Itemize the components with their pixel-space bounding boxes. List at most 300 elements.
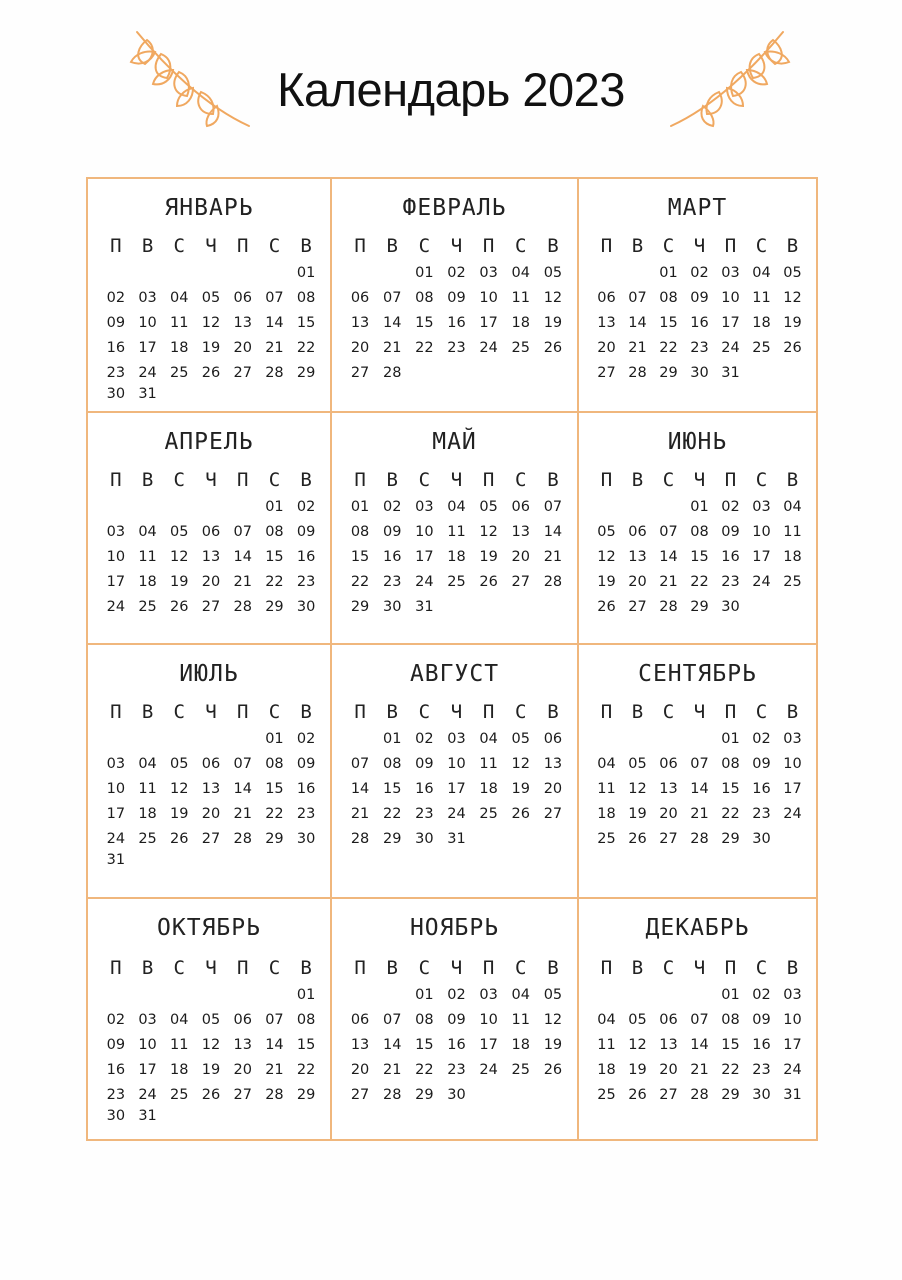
day-number: 26 xyxy=(543,340,563,356)
day-number: 04 xyxy=(138,756,157,772)
day-number: 04 xyxy=(511,265,530,281)
day-number: 04 xyxy=(447,499,466,515)
day-number: 11 xyxy=(597,1037,616,1053)
month-card xyxy=(86,177,332,413)
day-number: 29 xyxy=(296,1087,316,1103)
weekday-label: П xyxy=(724,235,737,257)
day-number: 02 xyxy=(415,731,434,747)
day-number: 13 xyxy=(233,1037,252,1053)
day-number: 18 xyxy=(170,340,189,356)
day-number: 05 xyxy=(170,756,189,772)
day-number: 24 xyxy=(752,574,771,590)
day-number: 17 xyxy=(752,549,771,565)
calendar-grid xyxy=(86,177,818,1141)
day-number: 25 xyxy=(447,574,466,590)
day-number: 10 xyxy=(479,290,498,306)
day-number: 05 xyxy=(628,1012,647,1028)
day-number: 21 xyxy=(543,549,563,565)
day-number: 01 xyxy=(415,987,434,1003)
day-number: 23 xyxy=(382,574,402,590)
weekday-label: С xyxy=(418,957,431,979)
day-number: 03 xyxy=(752,499,771,515)
day-number: 10 xyxy=(106,549,126,565)
day-number: 31 xyxy=(415,599,434,615)
day-number: 01 xyxy=(296,987,316,1003)
day-number: 24 xyxy=(106,831,126,847)
day-number: 11 xyxy=(479,756,498,772)
weekday-label: В xyxy=(547,235,559,257)
day-number: 14 xyxy=(233,549,252,565)
month-card xyxy=(86,897,332,1141)
day-number: 20 xyxy=(201,806,221,822)
day-number: 30 xyxy=(447,1087,466,1103)
day-number: 23 xyxy=(296,574,316,590)
day-number: 11 xyxy=(752,290,771,306)
day-number: 26 xyxy=(479,574,498,590)
weekday-label: В xyxy=(631,957,644,979)
weekday-label: В xyxy=(386,957,398,979)
day-number: 08 xyxy=(721,756,740,772)
weekday-label: В xyxy=(631,469,644,491)
day-number: 16 xyxy=(296,781,316,797)
day-number: 13 xyxy=(628,549,647,565)
day-number: 18 xyxy=(752,315,771,331)
weekday-label: В xyxy=(786,701,799,723)
day-number: 02 xyxy=(721,499,740,515)
day-number: 02 xyxy=(690,265,709,281)
day-number: 06 xyxy=(659,1012,678,1028)
weekday-label: Ч xyxy=(693,469,706,491)
day-number: 18 xyxy=(597,1062,616,1078)
day-number: 15 xyxy=(659,315,678,331)
weekday-label: Ч xyxy=(450,235,463,257)
day-number: 30 xyxy=(296,831,316,847)
weekday-label: В xyxy=(300,469,312,491)
day-number: 06 xyxy=(659,756,678,772)
day-number: 03 xyxy=(138,1012,157,1028)
day-number: 17 xyxy=(783,1037,802,1053)
day-number: 08 xyxy=(721,1012,740,1028)
day-number: 05 xyxy=(543,987,563,1003)
weekday-label: В xyxy=(300,957,312,979)
day-number: 16 xyxy=(752,1037,771,1053)
day-number: 22 xyxy=(415,340,434,356)
day-number: 30 xyxy=(106,1108,126,1124)
day-number: 26 xyxy=(597,599,616,615)
day-number: 24 xyxy=(479,340,498,356)
day-number: 30 xyxy=(721,599,740,615)
day-number: 07 xyxy=(382,1012,402,1028)
day-number: 23 xyxy=(690,340,709,356)
day-number: 29 xyxy=(721,831,740,847)
day-number: 01 xyxy=(265,731,284,747)
day-number: 01 xyxy=(350,499,370,515)
day-number: 26 xyxy=(201,365,221,381)
weekday-label: П xyxy=(110,701,122,723)
day-number: 14 xyxy=(628,315,647,331)
day-number: 21 xyxy=(690,806,709,822)
weekday-label: С xyxy=(173,469,185,491)
weekday-label: Ч xyxy=(693,957,706,979)
day-number: 12 xyxy=(543,290,563,306)
day-number: 07 xyxy=(543,499,563,515)
day-number: 09 xyxy=(106,1037,126,1053)
day-number: 15 xyxy=(265,549,284,565)
day-number: 15 xyxy=(296,1037,316,1053)
day-number: 15 xyxy=(350,549,370,565)
weekday-label: В xyxy=(386,469,398,491)
day-number: 25 xyxy=(479,806,498,822)
day-number: 10 xyxy=(415,524,434,540)
day-number: 27 xyxy=(201,599,221,615)
day-number: 03 xyxy=(721,265,740,281)
day-number: 29 xyxy=(265,831,284,847)
weekday-label: С xyxy=(418,701,431,723)
day-number: 23 xyxy=(296,806,316,822)
day-number: 26 xyxy=(628,831,647,847)
day-number: 24 xyxy=(721,340,740,356)
day-number: 16 xyxy=(447,315,466,331)
weekday-label: Ч xyxy=(693,701,706,723)
day-number: 29 xyxy=(382,831,402,847)
day-number: 25 xyxy=(138,599,157,615)
day-number: 26 xyxy=(543,1062,563,1078)
day-number: 16 xyxy=(106,1062,126,1078)
day-number: 14 xyxy=(382,1037,402,1053)
day-number: 21 xyxy=(382,1062,402,1078)
day-number: 03 xyxy=(479,987,498,1003)
weekday-label: С xyxy=(515,701,527,723)
day-number: 20 xyxy=(659,1062,678,1078)
day-number: 14 xyxy=(690,781,709,797)
day-number: 07 xyxy=(659,524,678,540)
day-number: 02 xyxy=(106,290,126,306)
month-name: АПРЕЛЬ xyxy=(164,429,254,455)
day-number: 17 xyxy=(138,1062,157,1078)
weekday-label: С xyxy=(418,469,431,491)
weekday-label: С xyxy=(418,235,431,257)
day-number: 17 xyxy=(415,549,434,565)
day-number: 20 xyxy=(543,781,563,797)
weekday-label: П xyxy=(354,469,366,491)
day-number: 24 xyxy=(138,365,157,381)
day-number: 29 xyxy=(296,365,316,381)
day-number: 15 xyxy=(296,315,316,331)
weekday-label: С xyxy=(662,235,675,257)
day-number: 08 xyxy=(296,1012,316,1028)
day-number: 09 xyxy=(721,524,740,540)
weekday-label: С xyxy=(662,957,675,979)
day-number: 07 xyxy=(265,1012,284,1028)
day-number: 03 xyxy=(783,987,802,1003)
day-number: 25 xyxy=(597,1087,616,1103)
day-number: 15 xyxy=(415,315,434,331)
weekday-label: П xyxy=(600,235,613,257)
day-number: 28 xyxy=(690,1087,709,1103)
weekday-label: Ч xyxy=(450,957,463,979)
day-number: 01 xyxy=(265,499,284,515)
day-number: 28 xyxy=(659,599,678,615)
day-number: 09 xyxy=(382,524,402,540)
day-number: 05 xyxy=(628,756,647,772)
day-number: 27 xyxy=(659,1087,678,1103)
day-number: 10 xyxy=(721,290,740,306)
day-number: 14 xyxy=(265,315,284,331)
day-number: 29 xyxy=(721,1087,740,1103)
weekday-label: В xyxy=(547,701,559,723)
day-number: 03 xyxy=(106,524,126,540)
day-number: 12 xyxy=(628,1037,647,1053)
day-number: 29 xyxy=(690,599,709,615)
day-number: 22 xyxy=(296,340,316,356)
day-number: 19 xyxy=(170,574,189,590)
day-number: 27 xyxy=(233,1087,252,1103)
weekday-label: П xyxy=(354,957,366,979)
weekday-label: П xyxy=(724,701,737,723)
day-number: 08 xyxy=(350,524,370,540)
weekday-label: П xyxy=(482,469,495,491)
day-number: 12 xyxy=(201,315,221,331)
day-number: 12 xyxy=(597,549,616,565)
day-number: 07 xyxy=(628,290,647,306)
day-number: 14 xyxy=(659,549,678,565)
day-number: 22 xyxy=(721,1062,740,1078)
day-number: 05 xyxy=(511,731,530,747)
weekday-label: Ч xyxy=(205,469,217,491)
day-number: 16 xyxy=(447,1037,466,1053)
day-number: 15 xyxy=(721,1037,740,1053)
day-number: 11 xyxy=(511,290,530,306)
day-number: 02 xyxy=(752,731,771,747)
weekday-label: В xyxy=(631,701,644,723)
day-number: 25 xyxy=(597,831,616,847)
day-number: 08 xyxy=(690,524,709,540)
weekday-label: Ч xyxy=(205,957,217,979)
day-number: 05 xyxy=(201,1012,221,1028)
day-number: 05 xyxy=(201,290,221,306)
day-number: 25 xyxy=(511,1062,530,1078)
day-number: 25 xyxy=(511,340,530,356)
weekday-label: П xyxy=(600,957,613,979)
day-number: 22 xyxy=(382,806,402,822)
day-number: 28 xyxy=(233,599,252,615)
month-name: МАЙ xyxy=(432,429,477,455)
day-number: 09 xyxy=(296,756,316,772)
day-number: 01 xyxy=(721,987,740,1003)
day-number: 31 xyxy=(721,365,740,381)
weekday-label: С xyxy=(755,469,768,491)
day-number: 10 xyxy=(783,1012,802,1028)
day-number: 05 xyxy=(783,265,802,281)
weekday-label: В xyxy=(786,235,799,257)
weekday-label: П xyxy=(110,469,122,491)
day-number: 06 xyxy=(511,499,530,515)
day-number: 13 xyxy=(659,781,678,797)
day-number: 23 xyxy=(447,340,466,356)
day-number: 29 xyxy=(265,599,284,615)
day-number: 14 xyxy=(233,781,252,797)
day-number: 07 xyxy=(233,756,252,772)
day-number: 16 xyxy=(415,781,434,797)
day-number: 14 xyxy=(543,524,563,540)
day-number: 21 xyxy=(628,340,647,356)
weekday-label: П xyxy=(482,957,495,979)
day-number: 21 xyxy=(382,340,402,356)
day-number: 13 xyxy=(201,781,221,797)
day-number: 18 xyxy=(597,806,616,822)
day-number: 11 xyxy=(170,315,189,331)
day-number: 27 xyxy=(511,574,530,590)
weekday-label: П xyxy=(354,235,366,257)
day-number: 22 xyxy=(265,806,284,822)
day-number: 11 xyxy=(138,549,157,565)
weekday-label: С xyxy=(662,469,675,491)
weekday-label: П xyxy=(482,701,495,723)
day-number: 20 xyxy=(350,1062,370,1078)
month-card xyxy=(577,411,818,645)
day-number: 02 xyxy=(447,265,466,281)
day-number: 03 xyxy=(479,265,498,281)
day-number: 13 xyxy=(350,1037,370,1053)
month-card xyxy=(330,897,579,1141)
weekday-label: С xyxy=(662,701,675,723)
day-number: 16 xyxy=(382,549,402,565)
day-number: 07 xyxy=(382,290,402,306)
day-number: 11 xyxy=(138,781,157,797)
day-number: 11 xyxy=(597,781,616,797)
day-number: 15 xyxy=(415,1037,434,1053)
day-number: 06 xyxy=(201,756,221,772)
day-number: 04 xyxy=(138,524,157,540)
day-number: 13 xyxy=(597,315,616,331)
day-number: 12 xyxy=(201,1037,221,1053)
day-number: 30 xyxy=(382,599,402,615)
day-number: 02 xyxy=(752,987,771,1003)
month-name: АВГУСТ xyxy=(409,661,500,687)
day-number: 08 xyxy=(265,524,284,540)
month-card xyxy=(86,411,332,645)
month-name: СЕНТЯБРЬ xyxy=(638,661,757,687)
day-number: 13 xyxy=(543,756,563,772)
day-number: 19 xyxy=(543,1037,563,1053)
month-name: ЯНВАРЬ xyxy=(164,195,254,221)
weekday-label: С xyxy=(173,701,185,723)
day-number: 02 xyxy=(296,731,316,747)
day-number: 04 xyxy=(479,731,498,747)
day-number: 26 xyxy=(628,1087,647,1103)
day-number: 17 xyxy=(106,574,126,590)
weekday-label: В xyxy=(141,235,154,257)
weekday-label: П xyxy=(724,957,737,979)
day-number: 19 xyxy=(170,806,189,822)
day-number: 30 xyxy=(752,1087,771,1103)
day-number: 18 xyxy=(479,781,498,797)
day-number: 06 xyxy=(628,524,647,540)
month-card xyxy=(86,643,332,899)
day-number: 28 xyxy=(690,831,709,847)
day-number: 09 xyxy=(106,315,126,331)
day-number: 20 xyxy=(350,340,370,356)
day-number: 31 xyxy=(783,1087,802,1103)
day-number: 09 xyxy=(447,290,466,306)
day-number: 12 xyxy=(170,781,189,797)
day-number: 15 xyxy=(265,781,284,797)
day-number: 04 xyxy=(170,290,189,306)
day-number: 24 xyxy=(415,574,434,590)
day-number: 05 xyxy=(479,499,498,515)
day-number: 09 xyxy=(690,290,709,306)
weekday-label: П xyxy=(236,701,249,723)
day-number: 16 xyxy=(721,549,740,565)
day-number: 21 xyxy=(659,574,678,590)
weekday-label: С xyxy=(173,957,185,979)
weekday-label: Ч xyxy=(450,701,463,723)
day-number: 22 xyxy=(350,574,370,590)
day-number: 19 xyxy=(511,781,530,797)
day-number: 06 xyxy=(201,524,221,540)
day-number: 31 xyxy=(447,831,466,847)
weekday-label: В xyxy=(547,957,559,979)
day-number: 26 xyxy=(170,599,189,615)
day-number: 20 xyxy=(233,340,252,356)
weekday-label: В xyxy=(786,957,799,979)
day-number: 27 xyxy=(659,831,678,847)
weekday-label: Ч xyxy=(693,235,706,257)
month-name: ДЕКАБРЬ xyxy=(645,915,750,941)
weekday-label: С xyxy=(755,235,768,257)
day-number: 12 xyxy=(543,1012,563,1028)
day-number: 20 xyxy=(659,806,678,822)
day-number: 15 xyxy=(721,781,740,797)
day-number: 10 xyxy=(138,315,157,331)
day-number: 18 xyxy=(783,549,802,565)
day-number: 30 xyxy=(415,831,434,847)
weekday-label: П xyxy=(600,469,613,491)
day-number: 05 xyxy=(543,265,563,281)
day-number: 16 xyxy=(752,781,771,797)
day-number: 18 xyxy=(511,315,530,331)
day-number: 08 xyxy=(265,756,284,772)
day-number: 21 xyxy=(265,1062,284,1078)
day-number: 19 xyxy=(543,315,563,331)
weekday-label: С xyxy=(268,469,281,491)
day-number: 09 xyxy=(447,1012,466,1028)
day-number: 18 xyxy=(138,574,157,590)
day-number: 25 xyxy=(170,365,189,381)
day-number: 21 xyxy=(690,1062,709,1078)
day-number: 30 xyxy=(690,365,709,381)
day-number: 09 xyxy=(752,756,771,772)
day-number: 04 xyxy=(783,499,802,515)
day-number: 23 xyxy=(106,365,126,381)
day-number: 17 xyxy=(721,315,740,331)
day-number: 10 xyxy=(783,756,802,772)
weekday-label: С xyxy=(755,701,768,723)
day-number: 08 xyxy=(296,290,316,306)
weekday-label: В xyxy=(547,469,559,491)
weekday-label: П xyxy=(236,469,249,491)
day-number: 21 xyxy=(233,806,252,822)
day-number: 19 xyxy=(628,806,647,822)
weekday-label: П xyxy=(236,957,249,979)
day-number: 06 xyxy=(543,731,563,747)
day-number: 13 xyxy=(201,549,221,565)
month-card xyxy=(577,177,818,413)
day-number: 27 xyxy=(350,1087,370,1103)
day-number: 04 xyxy=(597,1012,616,1028)
day-number: 23 xyxy=(752,806,771,822)
day-number: 04 xyxy=(170,1012,189,1028)
